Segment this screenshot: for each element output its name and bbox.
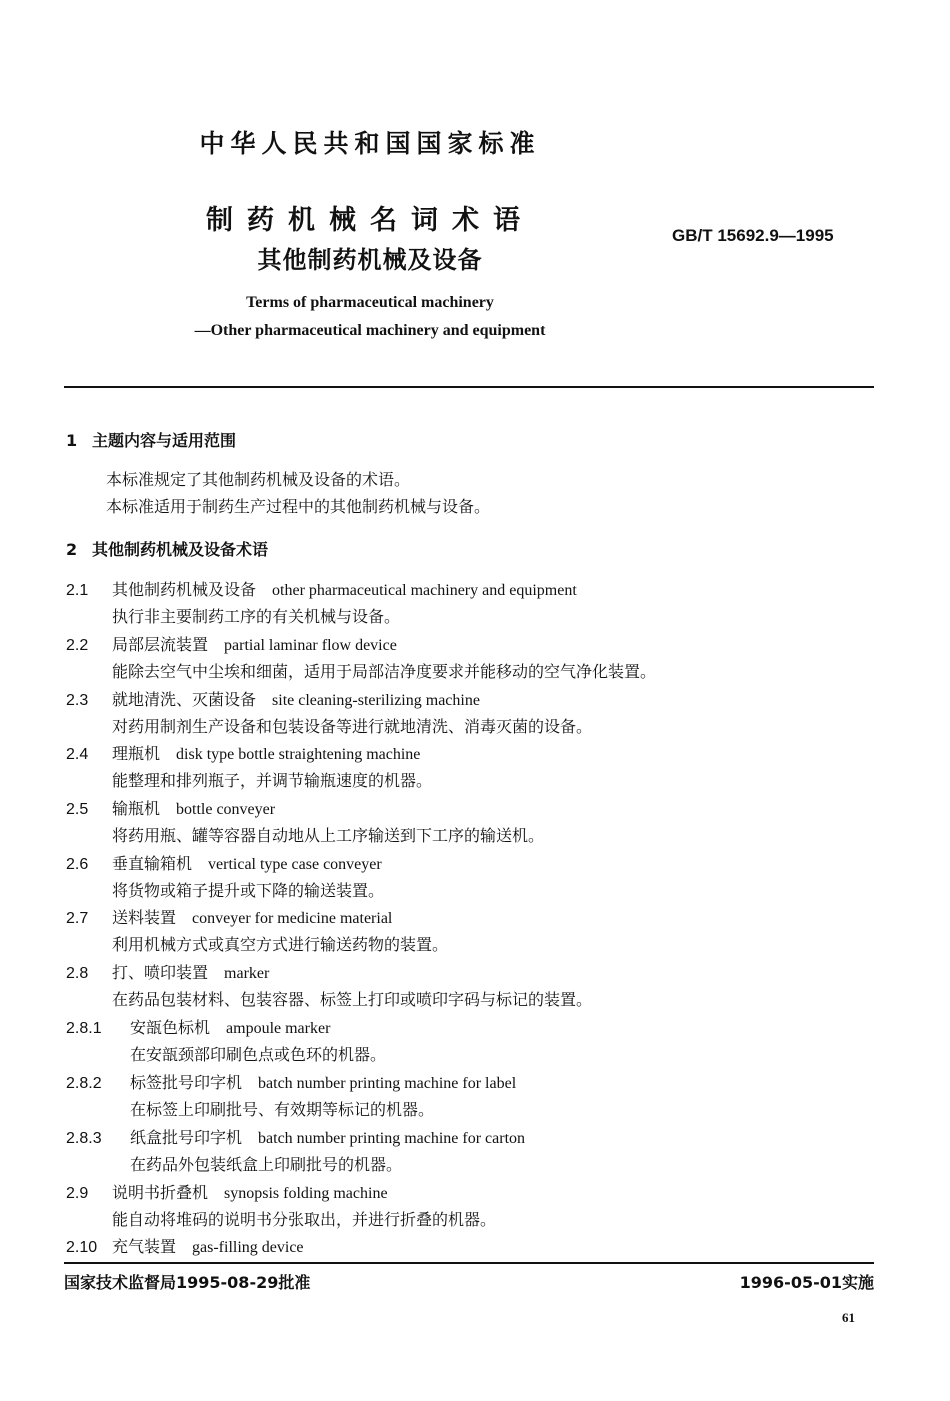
term-chinese: 局部层流装置 — [112, 635, 209, 654]
term-number: 2.8 — [66, 965, 89, 982]
term-english: synopsis folding machine — [224, 1185, 388, 1202]
term-number: 2.5 — [66, 801, 89, 818]
term-number: 2.6 — [66, 856, 89, 873]
term-number: 2.3 — [66, 692, 89, 709]
term-number: 2.7 — [66, 910, 89, 927]
term-chinese: 就地清洗、灭菌设备 — [112, 690, 257, 709]
effective-date: 1996-05-01实施 — [739, 1273, 874, 1292]
term-definition: 在标签上印刷批号、有效期等标记的机器。 — [130, 1100, 435, 1119]
term-entry — [66, 796, 275, 819]
term-number: 2.8.3 — [66, 1130, 102, 1147]
term-definition: 将药用瓶、罐等容器自动地从上工序输送到下工序的输送机。 — [112, 826, 545, 845]
section-number: 2 — [66, 540, 78, 559]
term-chinese: 安瓿色标机 — [130, 1018, 211, 1037]
term-definition: 在安瓿颈部印刷色点或色环的机器。 — [130, 1045, 387, 1064]
footer-divider — [64, 1262, 874, 1264]
term-entry — [66, 1070, 516, 1093]
term-entry — [66, 577, 577, 600]
term-definition: 执行非主要制药工序的有关机械与设备。 — [112, 607, 401, 626]
term-definition: 在药品外包装纸盒上印刷批号的机器。 — [130, 1155, 403, 1174]
term-definition: 能除去空气中尘埃和细菌，适用于局部洁净度要求并能移动的空气净化装置。 — [112, 662, 657, 681]
term-chinese: 垂直输箱机 — [112, 854, 193, 873]
term-english: other pharmaceutical machinery and equipment — [272, 582, 577, 599]
term-definition: 在药品包装材料、包装容器、标签上打印或喷印字码与标记的装置。 — [112, 990, 593, 1009]
english-title-line1: Terms of pharmaceutical machinery — [246, 294, 494, 311]
term-definition: 能整理和排列瓶子，并调节输瓶速度的机器。 — [112, 771, 433, 790]
term-entry — [66, 1180, 388, 1203]
term-definition: 利用机械方式或真空方式进行输送药物的装置。 — [112, 935, 449, 954]
paragraph: 本标准规定了其他制药机械及设备的术语。 — [106, 470, 411, 489]
term-chinese: 送料装置 — [112, 908, 177, 927]
term-chinese: 纸盒批号印字机 — [130, 1128, 243, 1147]
term-entry — [66, 1234, 304, 1257]
term-entry — [66, 632, 397, 655]
term-chinese: 说明书折叠机 — [112, 1183, 209, 1202]
term-english: disk type bottle straightening machine — [176, 746, 421, 763]
term-number: 2.4 — [66, 746, 89, 763]
page-number: 61 — [842, 1310, 855, 1325]
term-number: 2.9 — [66, 1185, 89, 1202]
section-number: 1 — [66, 431, 78, 450]
term-chinese: 打、喷印装置 — [112, 963, 209, 982]
english-title-line2: —Other pharmaceutical machinery and equipment — [194, 322, 546, 339]
term-english: batch number printing machine for carton — [258, 1130, 526, 1147]
term-entry — [66, 851, 382, 874]
term-chinese: 输瓶机 — [112, 799, 161, 818]
term-definition: 将货物或箱子提升或下降的输送装置。 — [112, 881, 385, 900]
term-chinese: 充气装置 — [112, 1237, 177, 1256]
term-definition: 对药用制剂生产设备和包装设备等进行就地清洗、消毒灭菌的设备。 — [112, 717, 593, 736]
term-english: marker — [224, 965, 270, 982]
term-english: bottle conveyer — [176, 801, 276, 818]
section-title: 其他制药机械及设备术语 — [92, 540, 269, 559]
term-english: vertical type case conveyer — [208, 856, 382, 873]
term-chinese: 理瓶机 — [112, 744, 161, 763]
standard-code: GB/T 15692.9—1995 — [672, 226, 834, 245]
term-english: ampoule marker — [226, 1020, 331, 1037]
section-title: 主题内容与适用范围 — [92, 431, 237, 450]
term-number: 2.1 — [66, 582, 89, 599]
term-number: 2.8.1 — [66, 1020, 102, 1037]
sub-title: 其他制药机械及设备 — [257, 246, 483, 274]
section-heading — [66, 428, 236, 451]
section-heading — [66, 537, 268, 560]
term-english: gas-filling device — [192, 1239, 304, 1256]
approval-date: 国家技术监督局1995-08-29批准 — [64, 1273, 311, 1292]
main-title: 制药机械名词术语 — [206, 205, 534, 236]
term-entry — [66, 960, 269, 983]
term-entry — [66, 687, 480, 710]
term-chinese: 其他制药机械及设备 — [112, 580, 257, 599]
term-definition: 能自动将堆码的说明书分张取出，并进行折叠的机器。 — [112, 1210, 497, 1229]
term-chinese: 标签批号印字机 — [130, 1073, 243, 1092]
paragraph: 本标准适用于制药生产过程中的其他制药机械与设备。 — [106, 497, 491, 516]
term-number: 2.10 — [66, 1239, 98, 1256]
term-english: site cleaning-sterilizing machine — [272, 692, 480, 709]
term-entry — [66, 905, 392, 928]
term-english: partial laminar flow device — [224, 637, 397, 654]
term-number: 2.2 — [66, 637, 89, 654]
term-number: 2.8.2 — [66, 1075, 102, 1092]
standard-title: 中华人民共和国国家标准 — [199, 129, 541, 158]
term-english: conveyer for medicine material — [192, 910, 393, 927]
term-entry — [66, 1125, 525, 1148]
term-entry — [66, 1015, 330, 1038]
term-entry — [66, 741, 420, 764]
header-divider — [64, 386, 874, 388]
term-english: batch number printing machine for label — [258, 1075, 517, 1092]
